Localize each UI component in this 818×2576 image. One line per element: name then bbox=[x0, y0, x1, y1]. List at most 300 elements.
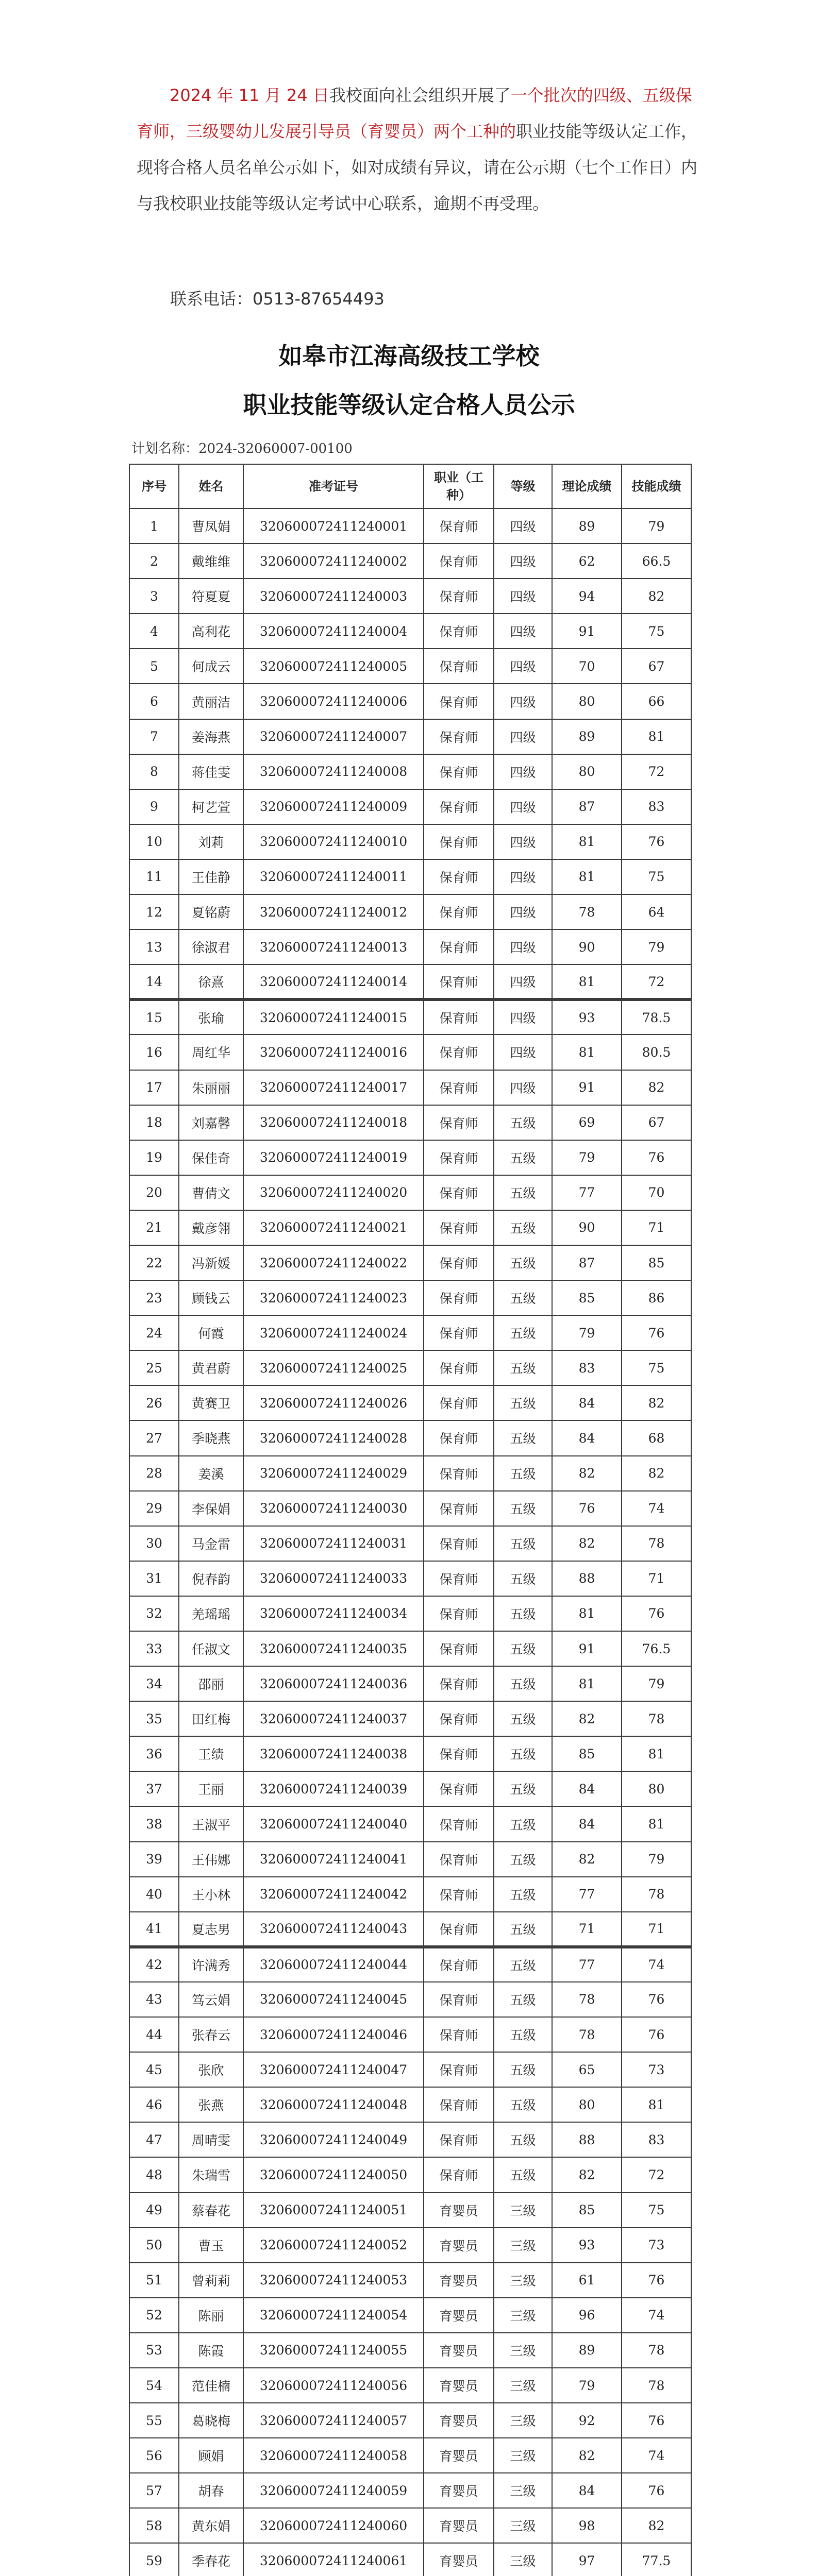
cell-theory-score: 94 bbox=[552, 579, 622, 614]
cell-ticket-number: 320600072411240060 bbox=[243, 2508, 424, 2543]
table-row bbox=[129, 1245, 691, 1280]
cell-theory-score: 82 bbox=[552, 2157, 622, 2192]
cell-index: 21 bbox=[129, 1210, 179, 1245]
cell-theory-score: 91 bbox=[552, 1631, 622, 1666]
table-row bbox=[129, 929, 691, 964]
cell-occupation: 保育师 bbox=[424, 789, 494, 824]
table-row bbox=[129, 2368, 691, 2403]
cell-name: 徐熹 bbox=[179, 964, 243, 999]
cell-skill-score: 66.5 bbox=[622, 544, 691, 579]
cell-level: 三级 bbox=[494, 2333, 552, 2368]
table-row bbox=[129, 999, 691, 1035]
cell-name: 蒋佳雯 bbox=[179, 754, 243, 789]
cell-ticket-number: 320600072411240029 bbox=[243, 1456, 424, 1491]
cell-ticket-number: 320600072411240035 bbox=[243, 1631, 424, 1666]
table-row bbox=[129, 1035, 691, 1070]
cell-theory-score: 71 bbox=[552, 1912, 622, 1947]
cell-occupation: 保育师 bbox=[424, 1140, 494, 1175]
cell-level: 三级 bbox=[494, 2438, 552, 2473]
cell-occupation: 保育师 bbox=[424, 614, 494, 649]
cell-theory-score: 90 bbox=[552, 1210, 622, 1245]
cell-ticket-number: 320600072411240050 bbox=[243, 2157, 424, 2192]
cell-ticket-number: 320600072411240059 bbox=[243, 2473, 424, 2508]
cell-theory-score: 78 bbox=[552, 1982, 622, 2017]
cell-ticket-number: 320600072411240009 bbox=[243, 789, 424, 824]
cell-name: 王淑平 bbox=[179, 1806, 243, 1841]
cell-level: 四级 bbox=[494, 1035, 552, 1070]
col-header-occupation: 职业（工种） bbox=[424, 464, 494, 509]
cell-theory-score: 69 bbox=[552, 1105, 622, 1140]
cell-theory-score: 89 bbox=[552, 719, 622, 754]
cell-skill-score: 79 bbox=[622, 509, 691, 544]
cell-index: 15 bbox=[129, 999, 179, 1035]
table-row bbox=[129, 894, 691, 929]
table-row bbox=[129, 2052, 691, 2087]
cell-occupation: 育婴员 bbox=[424, 2298, 494, 2333]
cell-name: 黄赛卫 bbox=[179, 1385, 243, 1420]
cell-skill-score: 71 bbox=[622, 1561, 691, 1596]
cell-name: 周晴雯 bbox=[179, 2122, 243, 2157]
col-header-level: 等级 bbox=[494, 464, 552, 509]
cell-skill-score: 82 bbox=[622, 579, 691, 614]
cell-index: 14 bbox=[129, 964, 179, 999]
cell-theory-score: 98 bbox=[552, 2508, 622, 2543]
cell-theory-score: 80 bbox=[552, 684, 622, 719]
cell-name: 徐淑君 bbox=[179, 929, 243, 964]
cell-index: 8 bbox=[129, 754, 179, 789]
cell-index: 3 bbox=[129, 579, 179, 614]
cell-index: 50 bbox=[129, 2228, 179, 2263]
cell-skill-score: 75 bbox=[622, 2193, 691, 2228]
cell-level: 五级 bbox=[494, 1140, 552, 1175]
cell-occupation: 保育师 bbox=[424, 579, 494, 614]
cell-skill-score: 82 bbox=[622, 1456, 691, 1491]
cell-name: 田红梅 bbox=[179, 1701, 243, 1736]
cell-index: 16 bbox=[129, 1035, 179, 1070]
cell-skill-score: 74 bbox=[622, 1491, 691, 1526]
cell-occupation: 育婴员 bbox=[424, 2263, 494, 2298]
cell-index: 33 bbox=[129, 1631, 179, 1666]
table-header-row bbox=[129, 464, 691, 509]
cell-name: 邵丽 bbox=[179, 1666, 243, 1701]
table-row bbox=[129, 1280, 691, 1315]
table-row bbox=[129, 1806, 691, 1841]
cell-ticket-number: 320600072411240037 bbox=[243, 1701, 424, 1736]
cell-index: 55 bbox=[129, 2403, 179, 2438]
cell-occupation: 保育师 bbox=[424, 1350, 494, 1385]
cell-occupation: 育婴员 bbox=[424, 2193, 494, 2228]
cell-level: 五级 bbox=[494, 1912, 552, 1947]
cell-occupation: 保育师 bbox=[424, 1771, 494, 1806]
cell-skill-score: 78 bbox=[622, 1701, 691, 1736]
cell-skill-score: 82 bbox=[622, 1070, 691, 1105]
cell-name: 姜海燕 bbox=[179, 719, 243, 754]
cell-ticket-number: 320600072411240061 bbox=[243, 2543, 424, 2576]
cell-name: 黄东娟 bbox=[179, 2508, 243, 2543]
cell-occupation: 保育师 bbox=[424, 894, 494, 929]
cell-index: 38 bbox=[129, 1806, 179, 1841]
cell-name: 冯新媛 bbox=[179, 1245, 243, 1280]
cell-occupation: 保育师 bbox=[424, 1842, 494, 1877]
cell-name: 姜溪 bbox=[179, 1456, 243, 1491]
table-row bbox=[129, 684, 691, 719]
cell-theory-score: 88 bbox=[552, 2122, 622, 2157]
cell-index: 48 bbox=[129, 2157, 179, 2192]
cell-level: 五级 bbox=[494, 2157, 552, 2192]
cell-index: 58 bbox=[129, 2508, 179, 2543]
cell-theory-score: 65 bbox=[552, 2052, 622, 2087]
cell-index: 28 bbox=[129, 1456, 179, 1491]
cell-theory-score: 93 bbox=[552, 999, 622, 1035]
cell-name: 王绩 bbox=[179, 1736, 243, 1771]
cell-skill-score: 83 bbox=[622, 2122, 691, 2157]
table-row bbox=[129, 1350, 691, 1385]
cell-theory-score: 77 bbox=[552, 1877, 622, 1912]
cell-ticket-number: 320600072411240002 bbox=[243, 544, 424, 579]
cell-index: 39 bbox=[129, 1842, 179, 1877]
cell-level: 五级 bbox=[494, 1315, 552, 1350]
cell-name: 夏志男 bbox=[179, 1912, 243, 1947]
cell-level: 三级 bbox=[494, 2298, 552, 2333]
cell-level: 四级 bbox=[494, 1070, 552, 1105]
cell-level: 五级 bbox=[494, 1491, 552, 1526]
cell-level: 四级 bbox=[494, 929, 552, 964]
cell-theory-score: 89 bbox=[552, 509, 622, 544]
notice-text-highlight: 一个批次的四级、五级保育师，三级婴幼儿发展引导员（育婴员）两个工种的 bbox=[137, 86, 692, 141]
cell-name: 曹凤娟 bbox=[179, 509, 243, 544]
table-row bbox=[129, 1456, 691, 1491]
cell-skill-score: 71 bbox=[622, 1210, 691, 1245]
cell-ticket-number: 320600072411240001 bbox=[243, 509, 424, 544]
cell-theory-score: 82 bbox=[552, 1456, 622, 1491]
cell-ticket-number: 320600072411240013 bbox=[243, 929, 424, 964]
cell-ticket-number: 320600072411240025 bbox=[243, 1350, 424, 1385]
cell-occupation: 保育师 bbox=[424, 1210, 494, 1245]
cell-name: 蔡春花 bbox=[179, 2193, 243, 2228]
cell-skill-score: 64 bbox=[622, 894, 691, 929]
cell-level: 五级 bbox=[494, 1385, 552, 1420]
cell-ticket-number: 320600072411240003 bbox=[243, 579, 424, 614]
table-row bbox=[129, 1210, 691, 1245]
cell-theory-score: 93 bbox=[552, 2228, 622, 2263]
cell-ticket-number: 320600072411240031 bbox=[243, 1526, 424, 1561]
table-row bbox=[129, 614, 691, 649]
cell-occupation: 保育师 bbox=[424, 509, 494, 544]
table-row bbox=[129, 1491, 691, 1526]
cell-name: 刘嘉馨 bbox=[179, 1105, 243, 1140]
cell-occupation: 保育师 bbox=[424, 999, 494, 1035]
table-row bbox=[129, 2263, 691, 2298]
table-body bbox=[129, 509, 691, 2576]
cell-level: 四级 bbox=[494, 789, 552, 824]
cell-skill-score: 79 bbox=[622, 1666, 691, 1701]
cell-skill-score: 79 bbox=[622, 1842, 691, 1877]
cell-name: 柯艺萱 bbox=[179, 789, 243, 824]
cell-ticket-number: 320600072411240033 bbox=[243, 1561, 424, 1596]
cell-ticket-number: 320600072411240015 bbox=[243, 999, 424, 1035]
cell-skill-score: 81 bbox=[622, 719, 691, 754]
cell-ticket-number: 320600072411240014 bbox=[243, 964, 424, 999]
cell-index: 4 bbox=[129, 614, 179, 649]
cell-skill-score: 76 bbox=[622, 824, 691, 859]
cell-skill-score: 76 bbox=[622, 1596, 691, 1631]
cell-ticket-number: 320600072411240006 bbox=[243, 684, 424, 719]
cell-occupation: 育婴员 bbox=[424, 2438, 494, 2473]
cell-ticket-number: 320600072411240016 bbox=[243, 1035, 424, 1070]
cell-name: 曾莉莉 bbox=[179, 2263, 243, 2298]
cell-name: 高利花 bbox=[179, 614, 243, 649]
cell-occupation: 保育师 bbox=[424, 544, 494, 579]
cell-index: 19 bbox=[129, 1140, 179, 1175]
cell-index: 22 bbox=[129, 1245, 179, 1280]
cell-theory-score: 81 bbox=[552, 1596, 622, 1631]
table-row bbox=[129, 719, 691, 754]
table-row bbox=[129, 1105, 691, 1140]
cell-ticket-number: 320600072411240036 bbox=[243, 1666, 424, 1701]
cell-ticket-number: 320600072411240005 bbox=[243, 649, 424, 684]
cell-theory-score: 80 bbox=[552, 2087, 622, 2122]
cell-theory-score: 81 bbox=[552, 964, 622, 999]
cell-skill-score: 77.5 bbox=[622, 2543, 691, 2576]
cell-index: 30 bbox=[129, 1526, 179, 1561]
cell-skill-score: 67 bbox=[622, 1105, 691, 1140]
cell-index: 54 bbox=[129, 2368, 179, 2403]
cell-occupation: 保育师 bbox=[424, 1701, 494, 1736]
cell-ticket-number: 320600072411240008 bbox=[243, 754, 424, 789]
cell-theory-score: 88 bbox=[552, 1561, 622, 1596]
page-title: 职业技能等级认定合格人员公示 bbox=[243, 391, 575, 419]
cell-skill-score: 76.5 bbox=[622, 1631, 691, 1666]
col-header-ticket: 准考证号 bbox=[243, 464, 424, 509]
cell-theory-score: 82 bbox=[552, 1842, 622, 1877]
cell-name: 任淑文 bbox=[179, 1631, 243, 1666]
cell-ticket-number: 320600072411240004 bbox=[243, 614, 424, 649]
cell-index: 53 bbox=[129, 2333, 179, 2368]
cell-skill-score: 75 bbox=[622, 859, 691, 894]
col-header-index: 序号 bbox=[129, 464, 179, 509]
table-row bbox=[129, 1631, 691, 1666]
cell-occupation: 保育师 bbox=[424, 1105, 494, 1140]
table-row bbox=[129, 2193, 691, 2228]
cell-occupation: 保育师 bbox=[424, 2157, 494, 2192]
cell-index: 56 bbox=[129, 2438, 179, 2473]
cell-ticket-number: 320600072411240007 bbox=[243, 719, 424, 754]
cell-skill-score: 76 bbox=[622, 2017, 691, 2052]
cell-ticket-number: 320600072411240053 bbox=[243, 2263, 424, 2298]
cell-theory-score: 82 bbox=[552, 1526, 622, 1561]
cell-ticket-number: 320600072411240042 bbox=[243, 1877, 424, 1912]
table-row bbox=[129, 2543, 691, 2576]
table-row bbox=[129, 1701, 691, 1736]
cell-level: 四级 bbox=[494, 544, 552, 579]
cell-name: 王伟娜 bbox=[179, 1842, 243, 1877]
cell-level: 五级 bbox=[494, 2017, 552, 2052]
cell-index: 42 bbox=[129, 1947, 179, 1982]
cell-skill-score: 76 bbox=[622, 2473, 691, 2508]
table-row bbox=[129, 1912, 691, 1947]
cell-theory-score: 82 bbox=[552, 2438, 622, 2473]
table-row bbox=[129, 1420, 691, 1455]
cell-name: 戴维维 bbox=[179, 544, 243, 579]
cell-occupation: 保育师 bbox=[424, 719, 494, 754]
cell-skill-score: 85 bbox=[622, 1245, 691, 1280]
table-row bbox=[129, 2122, 691, 2157]
cell-index: 47 bbox=[129, 2122, 179, 2157]
cell-skill-score: 78 bbox=[622, 2333, 691, 2368]
cell-index: 29 bbox=[129, 1491, 179, 1526]
table-row bbox=[129, 509, 691, 544]
cell-skill-score: 78 bbox=[622, 1526, 691, 1561]
cell-occupation: 保育师 bbox=[424, 2017, 494, 2052]
cell-index: 20 bbox=[129, 1175, 179, 1210]
cell-name: 张春云 bbox=[179, 2017, 243, 2052]
cell-index: 41 bbox=[129, 1912, 179, 1947]
cell-index: 18 bbox=[129, 1105, 179, 1140]
cell-skill-score: 76 bbox=[622, 2263, 691, 2298]
table-row bbox=[129, 754, 691, 789]
cell-name: 李保娟 bbox=[179, 1491, 243, 1526]
cell-index: 7 bbox=[129, 719, 179, 754]
cell-occupation: 育婴员 bbox=[424, 2333, 494, 2368]
cell-occupation: 保育师 bbox=[424, 1736, 494, 1771]
cell-ticket-number: 320600072411240048 bbox=[243, 2087, 424, 2122]
cell-name: 朱瑞雪 bbox=[179, 2157, 243, 2192]
cell-ticket-number: 320600072411240018 bbox=[243, 1105, 424, 1140]
cell-ticket-number: 320600072411240041 bbox=[243, 1842, 424, 1877]
cell-index: 40 bbox=[129, 1877, 179, 1912]
cell-occupation: 保育师 bbox=[424, 1912, 494, 1947]
table-row bbox=[129, 2017, 691, 2052]
notice-text-1: 我校面向社会组织开展了 bbox=[329, 86, 511, 105]
cell-occupation: 育婴员 bbox=[424, 2228, 494, 2263]
cell-skill-score: 72 bbox=[622, 2157, 691, 2192]
cell-occupation: 保育师 bbox=[424, 1596, 494, 1631]
cell-occupation: 保育师 bbox=[424, 2087, 494, 2122]
cell-theory-score: 96 bbox=[552, 2298, 622, 2333]
cell-index: 51 bbox=[129, 2263, 179, 2298]
cell-ticket-number: 320600072411240011 bbox=[243, 859, 424, 894]
cell-occupation: 保育师 bbox=[424, 1526, 494, 1561]
table-row bbox=[129, 1736, 691, 1771]
cell-occupation: 育婴员 bbox=[424, 2543, 494, 2576]
cell-skill-score: 70 bbox=[622, 1175, 691, 1210]
cell-skill-score: 78.5 bbox=[622, 999, 691, 1035]
cell-ticket-number: 320600072411240024 bbox=[243, 1315, 424, 1350]
cell-ticket-number: 320600072411240017 bbox=[243, 1070, 424, 1105]
cell-level: 三级 bbox=[494, 2473, 552, 2508]
cell-level: 四级 bbox=[494, 719, 552, 754]
cell-level: 四级 bbox=[494, 964, 552, 999]
cell-theory-score: 78 bbox=[552, 2017, 622, 2052]
cell-ticket-number: 320600072411240023 bbox=[243, 1280, 424, 1315]
cell-skill-score: 75 bbox=[622, 1350, 691, 1385]
cell-ticket-number: 320600072411240038 bbox=[243, 1736, 424, 1771]
table-row bbox=[129, 1561, 691, 1596]
cell-theory-score: 92 bbox=[552, 2403, 622, 2438]
cell-level: 五级 bbox=[494, 1596, 552, 1631]
cell-skill-score: 71 bbox=[622, 1912, 691, 1947]
cell-name: 张燕 bbox=[179, 2087, 243, 2122]
cell-skill-score: 78 bbox=[622, 2368, 691, 2403]
cell-theory-score: 80 bbox=[552, 754, 622, 789]
table-row bbox=[129, 1526, 691, 1561]
cell-level: 五级 bbox=[494, 1877, 552, 1912]
cell-skill-score: 76 bbox=[622, 1982, 691, 2017]
cell-theory-score: 62 bbox=[552, 544, 622, 579]
cell-level: 五级 bbox=[494, 1526, 552, 1561]
cell-theory-score: 84 bbox=[552, 1385, 622, 1420]
cell-theory-score: 89 bbox=[552, 2333, 622, 2368]
cell-theory-score: 77 bbox=[552, 1175, 622, 1210]
cell-occupation: 育婴员 bbox=[424, 2473, 494, 2508]
cell-occupation: 保育师 bbox=[424, 1175, 494, 1210]
cell-theory-score: 87 bbox=[552, 1245, 622, 1280]
cell-name: 夏铭蔚 bbox=[179, 894, 243, 929]
cell-level: 五级 bbox=[494, 1771, 552, 1806]
cell-name: 保佳奇 bbox=[179, 1140, 243, 1175]
cell-name: 朱丽丽 bbox=[179, 1070, 243, 1105]
cell-theory-score: 83 bbox=[552, 1350, 622, 1385]
cell-theory-score: 84 bbox=[552, 2473, 622, 2508]
cell-name: 黄君蔚 bbox=[179, 1350, 243, 1385]
cell-name: 王小林 bbox=[179, 1877, 243, 1912]
notice-text-2: 职业技能等级认定工作，现将合格人员名单公示如下，如对成绩有异议，请在公示期（七个工作日）内与我校职业技能等级认定考试中心联系，逾期不再受理。 bbox=[137, 122, 698, 213]
table-row bbox=[129, 2157, 691, 2192]
cell-occupation: 保育师 bbox=[424, 1070, 494, 1105]
cell-index: 13 bbox=[129, 929, 179, 964]
cell-theory-score: 76 bbox=[552, 1491, 622, 1526]
cell-index: 17 bbox=[129, 1070, 179, 1105]
cell-level: 三级 bbox=[494, 2193, 552, 2228]
cell-level: 四级 bbox=[494, 614, 552, 649]
cell-theory-score: 85 bbox=[552, 2193, 622, 2228]
cell-occupation: 保育师 bbox=[424, 929, 494, 964]
col-header-skill: 技能成绩 bbox=[622, 464, 691, 509]
cell-ticket-number: 320600072411240039 bbox=[243, 1771, 424, 1806]
cell-level: 四级 bbox=[494, 894, 552, 929]
cell-skill-score: 82 bbox=[622, 1385, 691, 1420]
cell-level: 五级 bbox=[494, 1210, 552, 1245]
col-header-theory: 理论成绩 bbox=[552, 464, 622, 509]
cell-index: 10 bbox=[129, 824, 179, 859]
cell-skill-score: 75 bbox=[622, 614, 691, 649]
cell-theory-score: 61 bbox=[552, 2263, 622, 2298]
cell-occupation: 育婴员 bbox=[424, 2403, 494, 2438]
table-row bbox=[129, 1877, 691, 1912]
cell-skill-score: 67 bbox=[622, 649, 691, 684]
cell-level: 四级 bbox=[494, 999, 552, 1035]
cell-name: 王丽 bbox=[179, 1771, 243, 1806]
cell-ticket-number: 320600072411240057 bbox=[243, 2403, 424, 2438]
results-table-container bbox=[129, 464, 691, 2576]
cell-skill-score: 73 bbox=[622, 2052, 691, 2087]
cell-name: 葛晓梅 bbox=[179, 2403, 243, 2438]
cell-theory-score: 84 bbox=[552, 1771, 622, 1806]
cell-ticket-number: 320600072411240058 bbox=[243, 2438, 424, 2473]
cell-theory-score: 85 bbox=[552, 1736, 622, 1771]
school-name: 如皋市江海高级技工学校 bbox=[278, 342, 540, 370]
cell-index: 59 bbox=[129, 2543, 179, 2576]
table-row bbox=[129, 544, 691, 579]
cell-skill-score: 86 bbox=[622, 1280, 691, 1315]
results-table bbox=[129, 464, 692, 2576]
cell-level: 四级 bbox=[494, 579, 552, 614]
cell-name: 曹玉 bbox=[179, 2228, 243, 2263]
cell-theory-score: 79 bbox=[552, 1140, 622, 1175]
cell-index: 1 bbox=[129, 509, 179, 544]
table-row bbox=[129, 2333, 691, 2368]
cell-index: 12 bbox=[129, 894, 179, 929]
